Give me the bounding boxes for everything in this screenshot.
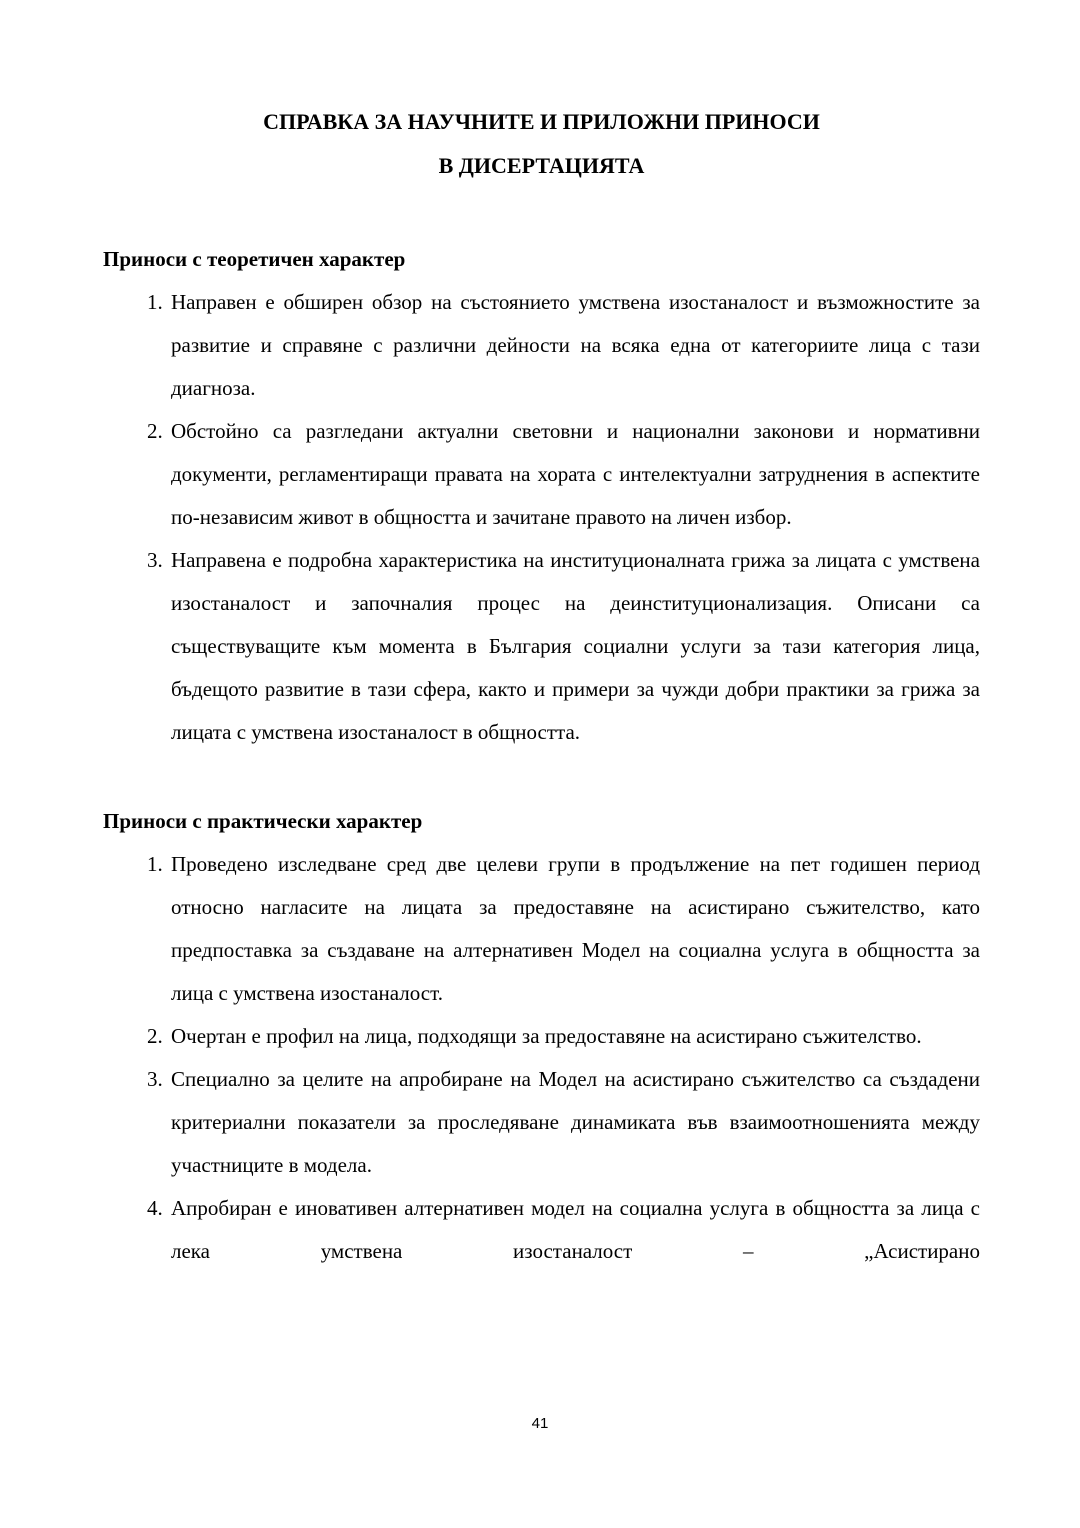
list-item: 1. Проведено изследване сред две целеви групи в продължение на пет годишен период относно нагласите на лицата за предоставяне на асистирано съжителство, като предпоставка за създаване на алтернативен Модел на социална услуга в общността за лица с умствена изостаналост.: [168, 843, 980, 1015]
document-title: [103, 100, 980, 188]
document-title-line2: В ДИСЕРТАЦИЯТА: [438, 153, 645, 178]
list-item: 4. Апробиран е иновативен алтернативен модел на социална услуга в общността за лица с лека умствена изостаналост – „Асистирано: [168, 1187, 980, 1273]
practical-contributions-list: [103, 843, 980, 1273]
list-item: 3. Специално за целите на апробиране на Модел на асистирано съжителство са създадени критериални показатели за проследяване динамиката във взаимоотношенията между участниците в модела.: [168, 1058, 980, 1187]
section-heading-theoretical: Приноси с теоретичен характер: [103, 247, 406, 271]
list-item: 1. Направен е обширен обзор на състоянието умствена изостаналост и възможностите за развитие и справяне с различни дейности на всяка една от категориите лица с тази диагноза.: [168, 281, 980, 410]
page-number-text: 41: [531, 1415, 549, 1432]
list-item: 2. Очертан е профил на лица, подходящи за предоставяне на асистирано съжителство.: [168, 1015, 980, 1058]
section-theoretical: [103, 238, 980, 754]
theoretical-contributions-list: [103, 281, 980, 754]
section-heading-practical: Приноси с практически характер: [103, 809, 423, 833]
section-practical: [103, 800, 980, 1273]
list-item: 3. Направена е подробна характеристика на институционалната грижа за лицата с умствена изостаналост и започналия процес на деинституционализация. Описани са съществуващите към момента в България социални услуги за тази категория лица, бъдещото развитие в тази сфера, както и примери за чужди добри практики за грижа за лицата с умствена изостаналост в общността.: [168, 539, 980, 754]
document-title-line1: СПРАВКА ЗА НАУЧНИТЕ И ПРИЛОЖНИ ПРИНОСИ: [263, 109, 820, 134]
list-item: 2. Обстойно са разгледани актуални световни и национални законови и нормативни документи, регламентиращи правата на хората с интелектуални затруднения в аспектите по-независим живот в общността и зачитане правото на личен избор.: [168, 410, 980, 539]
